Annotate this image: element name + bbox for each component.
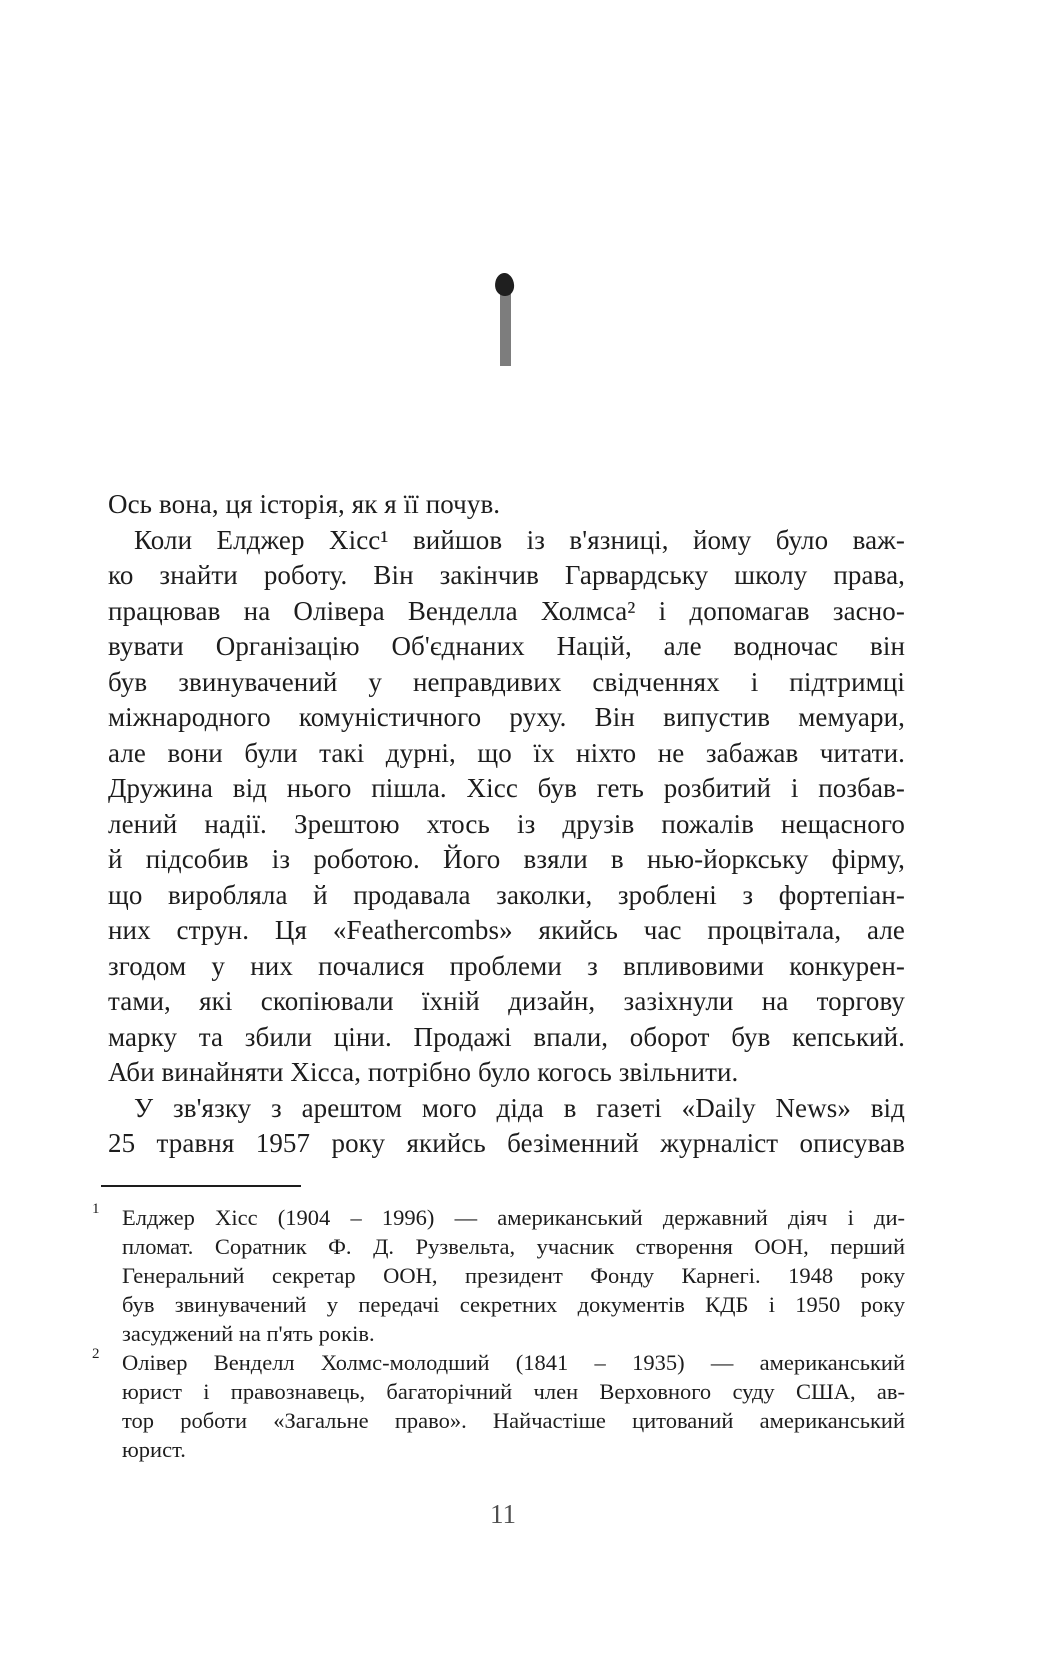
footnote-line: пломат. Соратник Ф. Д. Рузвельта, учасник створення ООН, перший [122, 1234, 905, 1259]
text-line: У зв'язку з арештом мого діда в газеті «Daily News» від [134, 1092, 905, 1123]
match-head-icon [494, 272, 515, 297]
text-line: працював на Олівера Венделла Холмса² і допомагав засно- [108, 595, 905, 626]
footnote-line: був звинувачений у передачі секретних документів КДБ і 1950 року [122, 1292, 905, 1317]
text-line: що виробляла й продавала заколки, зроблені з фортепіан- [108, 879, 905, 910]
page-number: 11 [490, 1499, 516, 1529]
footnote-line: юрист. [122, 1437, 186, 1462]
footnote-marker: 1 [92, 1201, 100, 1217]
text-line: ко знайти роботу. Він закінчив Гарвардську школу права, [108, 560, 905, 590]
text-line: й підсобив із роботою. Його взяли в нью-йоркську фірму, [108, 844, 905, 874]
text-line: Аби винайняти Хісса, потрібно було когось звільнити. [108, 1057, 739, 1087]
text-line: Коли Елджер Хісс¹ вийшов із в'язниці, йому було важ- [134, 524, 905, 555]
text-line: марку та збили ціни. Продажі впали, оборот був кепський. [108, 1021, 905, 1052]
footnote-separator [101, 1185, 301, 1187]
text-line: них струн. Ця «Feathercombs» якийсь час процвітала, але [108, 915, 905, 945]
text-line: був звинувачений у неправдивих свідченнях і підтримці [108, 666, 905, 697]
text-line: але вони були такі дурні, що їх ніхто не забажав читати. [108, 737, 905, 768]
text-line: згодом у них почалися проблеми з впливовими конкурен- [108, 950, 905, 981]
footnotes-block [92, 1201, 905, 1464]
text-line: тами, які скопіювали їхній дизайн, зазіхнули на торгову [108, 986, 905, 1016]
text-line: лений надії. Зрештою хтось із друзів пожалів нещасного [108, 808, 905, 839]
chapter-ornament-match [495, 273, 515, 369]
text-line: міжнародного комуністичного руху. Він випустив мемуари, [108, 702, 905, 732]
footnote-line: Олівер Венделл Холмс-молодший (1841 – 1935) — американський [122, 1350, 905, 1375]
body-text [108, 487, 905, 1162]
footnote-line: Елджер Хісс (1904 – 1996) — американський державний діяч і ди- [122, 1205, 905, 1230]
footnote-item [92, 1201, 905, 1348]
text-line: вувати Організацію Об'єднаних Націй, але водночас він [108, 631, 905, 661]
match-stick [500, 294, 511, 366]
footnote-line: Генеральний секретар ООН, президент Фонду Карнегі. 1948 року [122, 1263, 905, 1288]
footnote-marker: 2 [92, 1346, 100, 1362]
text-line: Ось вона, ця історія, як я її почув. [108, 489, 501, 519]
footnote-line: засуджений на п'ять років. [122, 1321, 375, 1346]
text-line: 25 травня 1957 року якийсь безіменний журналіст описував [108, 1128, 905, 1158]
footnote-line: юрист і правознавець, багаторічний член Верховного суду США, ав- [122, 1379, 905, 1404]
footnote-item [92, 1346, 905, 1464]
footnote-line: тор роботи «Загальне право». Найчастіше цитований американський [122, 1408, 905, 1433]
text-line: Дружина від нього пішла. Хісс був геть розбитий і позбав- [108, 773, 905, 803]
